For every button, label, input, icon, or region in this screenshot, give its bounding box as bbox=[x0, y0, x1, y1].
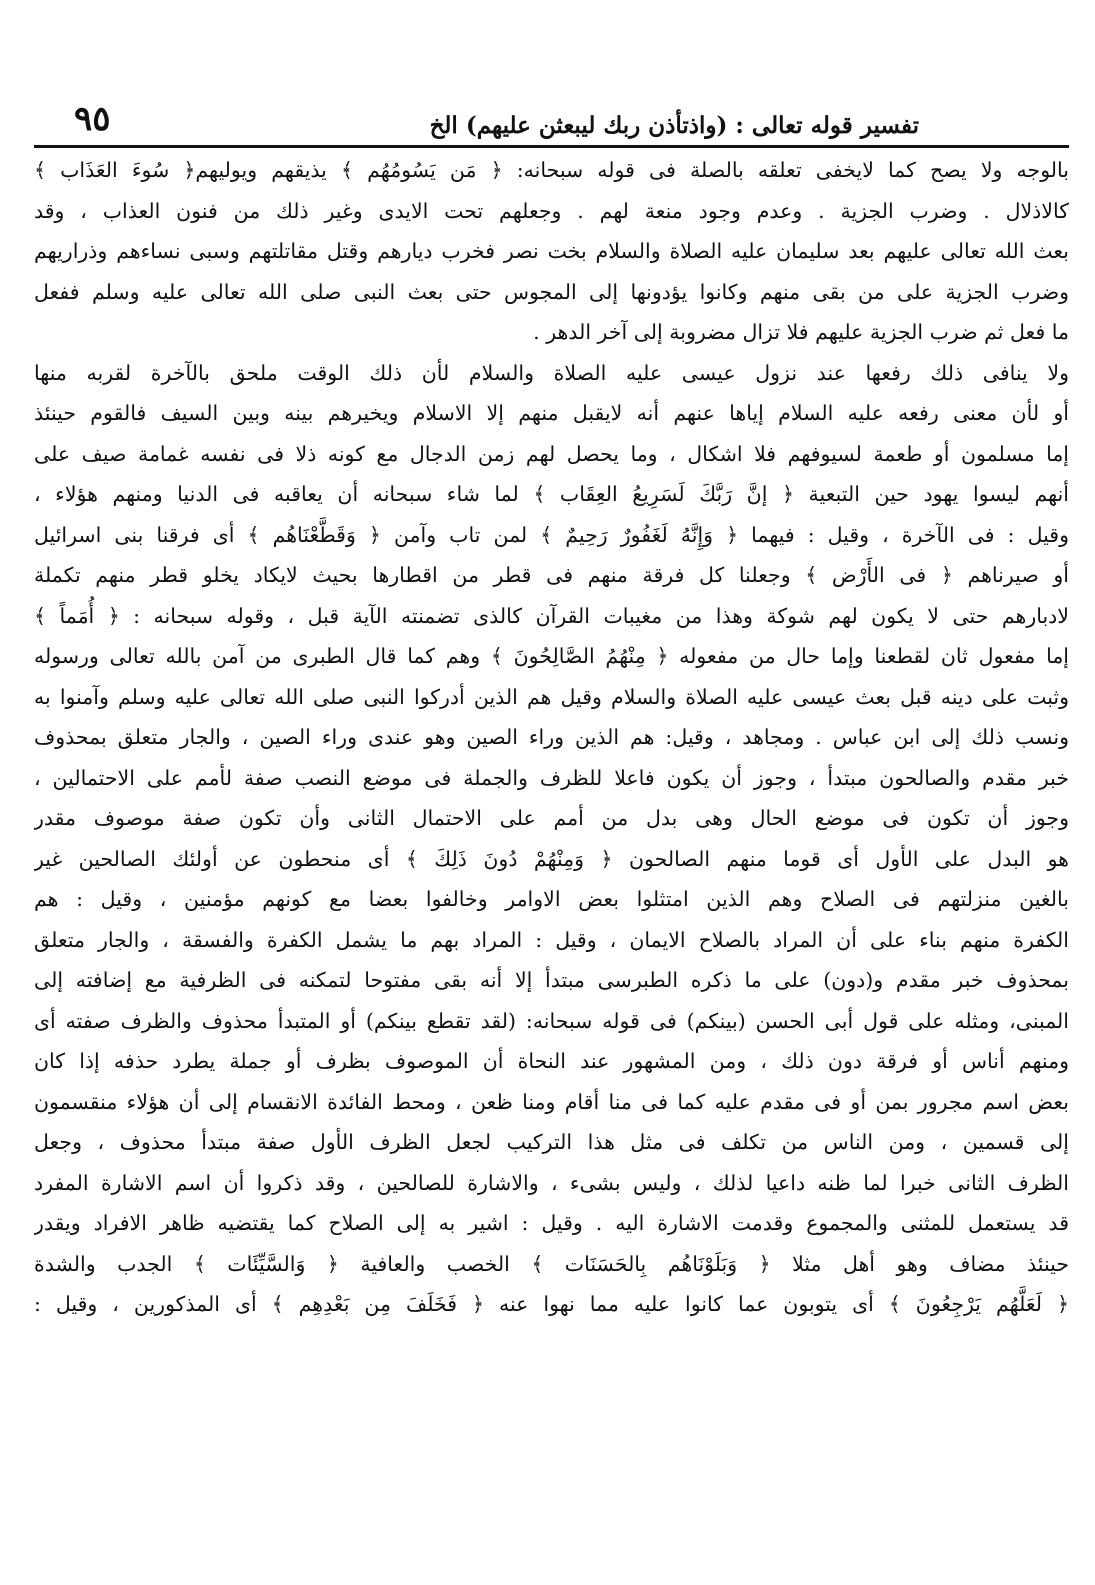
text-line: إما مفعول ثان لقطعنا وإما حال من مفعوله ﴿ مِنْهُمُ الصَّالِحُونَ ﴾ وهم كما قال الطبرى من آمن بالله تعالى ورسوله bbox=[34, 644, 1069, 668]
text-line: حينئذ مضاف وهو أهل مثلا ﴿ وَبَلَوْنَاهُم بِالحَسَنَات ﴾ الخصب والعافية ﴿ وَالسَّيِّئَات ﴾ الجدب والشدة bbox=[34, 1251, 1069, 1276]
body-text bbox=[34, 150, 1069, 1325]
text-line: وقيل : فى الآخرة ، وقيل : فيهما ﴿ وَإِنَّهُ لَغَفُورٌ رَحِيمٌ ﴾ لمن تاب وآمن ﴿ وَقَطَّعْنَاهُم ﴾ أى فرقنا بنى اسرائيل bbox=[34, 522, 1069, 547]
text-line: لادبارهم حتى لا يكون لهم شوكة وهذا من مغيبات القرآن كالذى تضمنته الآية قبل ، وقوله سبحانه : ﴿ أُمَماً ﴾ bbox=[34, 603, 1069, 628]
page-title: تفسير قوله تعالى : (واذتأذن ربك ليبعثن عليهم) الخ bbox=[429, 112, 919, 139]
text-line: ﴿ لَعَلَّهُم يَرْجِعُونَ ﴾ أى يتوبون عما كانوا عليه مما نهوا عنه ﴿ فَخَلَفَ مِن بَعْدِهِم ﴾ أى المذكورين ، وقيل : bbox=[34, 1292, 1069, 1316]
text-line: أو لأن معنى رفعه عليه السلام إياها عنهم أنه لايقبل منهم إلا الاسلام ويخيرهم بينه وبين السيف فالقوم حينئذ bbox=[34, 401, 1069, 425]
page-header bbox=[34, 100, 1069, 148]
text-line: الظرف الثانى خبرا لما ظنه داعيا لذلك ، وليس بشىء ، والاشارة للصالحين ، وقد ذكروا أن اسم الاشارة المفرد bbox=[34, 1170, 1069, 1195]
text-line: ولا ينافى ذلك رفعها عند نزول عيسى عليه الصلاة والسلام لأن ذلك الوقت ملحق بالآخرة لقربه منها bbox=[34, 360, 1069, 385]
text-line: بمحذوف خبر مقدم و(دون) على ما ذكره الطبرسى مبتدأ إلا أنه بقى مفتوحا لتمكنه فى الظرفية مع إضافته إلى bbox=[34, 968, 1069, 992]
text-line: هو البدل على الأول أى قوما منهم الصالحون ﴿ وَمِنْهُمْ دُونَ ذَلِكَ ﴾ أى منحطون عن أولئك الصالحين غير bbox=[34, 846, 1069, 871]
text-line: وثبت على دينه قبل بعث عيسى عليه الصلاة والسلام وقيل هم الذين أدركوا النبى صلى الله تعالى عليه وسلم وآمنوا به bbox=[34, 684, 1069, 709]
text-line: وضرب الجزية على من بقى منهم وكانوا يؤدونها إلى المجوس حتى بعث النبى صلى الله تعالى عليه وسلم ففعل bbox=[34, 279, 1069, 304]
text-line: ونسب ذلك إلى ابن عباس . ومجاهد ، وقيل: هم الذين وراء الصين وهو عندى وراء الصين ، والجار متعلق بمحذوف bbox=[34, 725, 1069, 749]
text-line: كالاذلال . وضرب الجزية . وعدم وجود منعة لهم . وجعلهم تحت الايدى وغير ذلك من فنون العذاب ، وقد bbox=[34, 198, 1069, 223]
page-number: ٩٥ bbox=[74, 99, 111, 139]
text-line: المبنى، ومثله على قول أبى الحسن (بينكم) فى قوله سبحانه: (لقد تقطع بينكم) أو المتبدأ محذوف والظرف صفته أى bbox=[34, 1008, 1069, 1033]
text-line: إلى قسمين ، ومن الناس من تكلف فى مثل هذا التركيب لجعل الظرف الأول صفة مبتدأ محذوف ، وجعل bbox=[34, 1130, 1069, 1154]
text-line: ما فعل ثم ضرب الجزية عليهم فلا تزال مضروبة إلى آخر الدهر . bbox=[533, 320, 1069, 344]
text-line: بالوجه ولا يصح كما لايخفى تعلقه بالصلة فى قوله سبحانه: ﴿ مَن يَسُومُهُم ﴾ يذيقهم ويوليهم﴿ سُوءَ العَذَاب ﴾ bbox=[34, 158, 1069, 182]
text-line: أنهم ليسوا يهود حين التبعية ﴿ إنَّ رَبَّكَ لَسَرِيعُ العِقَاب ﴾ لما شاء سبحانه أن يعاقبه فى الدنيا ومنهم هؤلاء ، bbox=[34, 482, 1069, 506]
text-line: الكفرة منهم بناء على أن المراد بالصلاح الايمان ، وقيل : المراد بهم ما يشمل الكفرة والفسقة ، والجار متعلق bbox=[34, 927, 1069, 952]
text-line: أو صيرناهم ﴿ فى الأَرْض ﴾ وجعلنا كل فرقة منهم فى قطر من اقطارها بحيث لايكاد يخلو قطر منهم تكملة bbox=[34, 563, 1069, 587]
text-line: خبر مقدم والصالحون مبتدأ ، وجوز أن يكون فاعلا للظرف والجملة فى موضع النصب صفة لأمم على الاحتمالين ، bbox=[34, 765, 1069, 790]
text-line: ومنهم أناس أو فرقة دون ذلك ، ومن المشهور عند النحاة أن الموصوف بظرف أو جملة يطرد حذفه إذا كان bbox=[34, 1049, 1069, 1073]
text-line: وجوز أن تكون فى موضع الحال وهى بدل من أمم على الاحتمال الثانى وأن تكون صفة موصوف مقدر bbox=[34, 806, 1069, 830]
text-line: إما مسلمون أو طعمة لسيوفهم فلا اشكال ، وما يحصل لهم زمن الدجال مع كونه ذلا فى نفسه غمامة صيف على bbox=[34, 441, 1069, 466]
text-line: بعض اسم مجرور بمن أو فى مقدم عليه كما فى منا أقام ومنا ظعن ، ومحط الفائدة الانقسام إلى أن هؤلاء منقسمون bbox=[34, 1089, 1069, 1114]
text-line: بالغين منزلتهم فى الصلاح وهم الذين امتثلوا بعض الاوامر وخالفوا بعضا مع كونهم مؤمنين ، وقيل : هم bbox=[34, 887, 1069, 911]
text-line: قد يستعمل للمثنى والمجموع وقدمت الاشارة اليه . وقيل : اشير به إلى الصلاح كما يقتضيه ظاهر الافراد ويقدر bbox=[34, 1211, 1069, 1235]
text-line: بعث الله تعالى عليهم بعد سليمان عليه الصلاة والسلام بخت نصر فخرب ديارهم وقتل مقاتلتهم وسبى نساءهم وذراريهم bbox=[34, 239, 1069, 263]
